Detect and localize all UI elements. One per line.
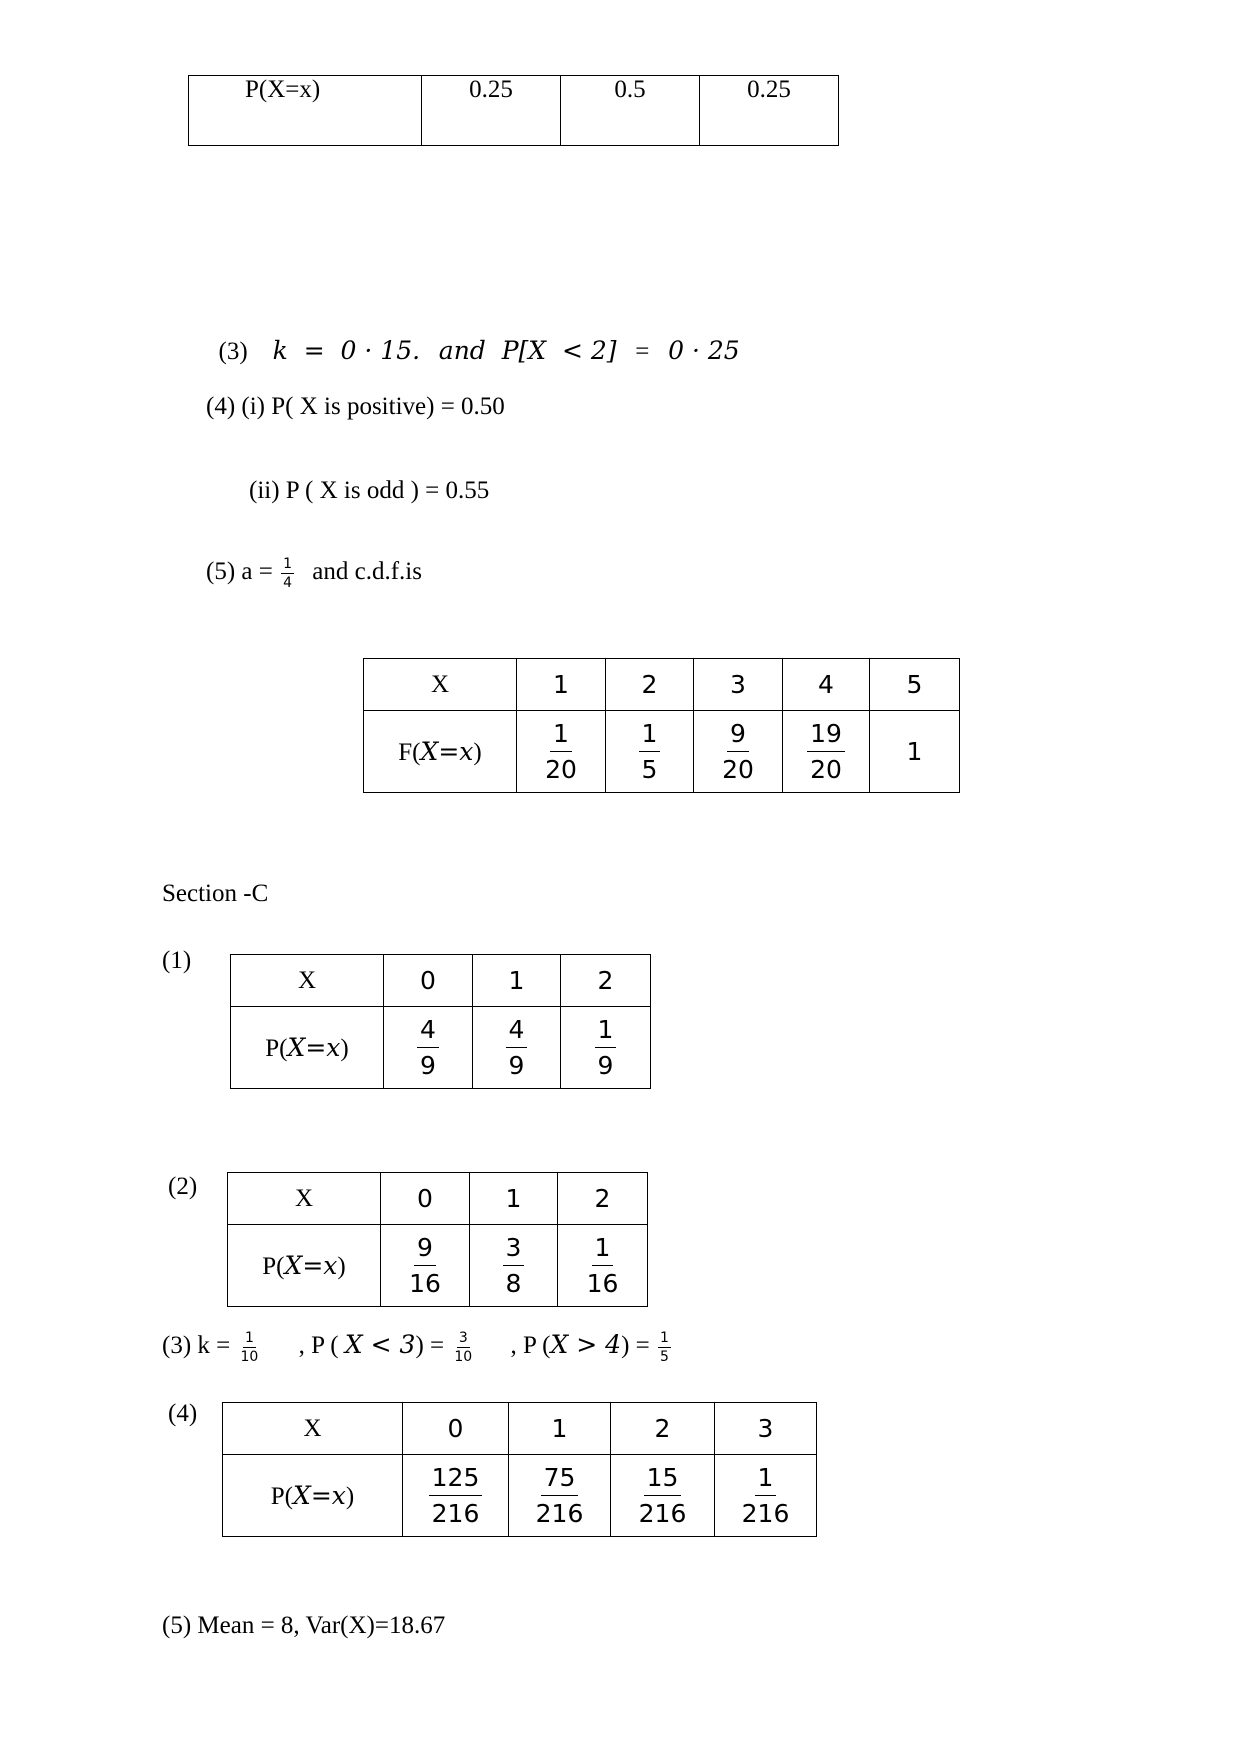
c2-number: (2) — [168, 1173, 198, 1200]
cdf-fraction-cell — [783, 711, 870, 793]
fraction-denominator: 10 — [454, 1348, 473, 1365]
cdf-last-value: 1 — [906, 736, 923, 766]
fraction-denominator: 216 — [535, 1499, 584, 1528]
c2-x-value — [470, 1173, 558, 1225]
answer-3-value: 0 · 25 — [668, 336, 740, 365]
fraction-numerator: 9 — [727, 720, 749, 753]
fraction-denominator: 10 — [240, 1348, 259, 1365]
fraction — [406, 1234, 444, 1298]
c3-k-fraction — [239, 1331, 261, 1364]
top-table-label: P(X=x) — [189, 76, 422, 146]
fraction-numerator: 1 — [595, 1016, 617, 1049]
c1-x-text: 2 — [597, 965, 614, 995]
fraction-denominator: 216 — [741, 1499, 790, 1528]
c3-p1-close: ) = — [415, 1332, 445, 1359]
answer-5-line — [206, 557, 422, 590]
fraction — [503, 1234, 525, 1298]
answer-3-and: and P[X < 2] — [438, 336, 617, 365]
fraction — [542, 720, 580, 784]
c4-x-text: 3 — [757, 1413, 774, 1443]
fraction-denominator: 4 — [283, 575, 293, 591]
c4-x-value — [611, 1403, 715, 1455]
cdf-fraction-cell — [694, 711, 783, 793]
c3-p2-open: , P ( — [510, 1332, 551, 1359]
label-variable: X=x — [287, 1032, 341, 1062]
cdf-x-text: 3 — [730, 669, 746, 699]
c2-x-value — [558, 1173, 648, 1225]
fraction-denominator: 5 — [641, 755, 658, 784]
c2-fraction-cell — [558, 1225, 648, 1307]
c4-x-text: 0 — [447, 1413, 464, 1443]
label-suffix: ) — [473, 738, 482, 766]
section-c-title: Section -C — [162, 880, 269, 907]
fraction — [429, 1464, 483, 1528]
c4-x-text: 1 — [551, 1413, 568, 1443]
fraction-numerator: 9 — [414, 1234, 436, 1267]
c1-header-label: X — [231, 955, 384, 1007]
fraction-numerator: 1 — [283, 556, 293, 572]
c1-row-label — [231, 1007, 384, 1089]
c4-header-label: X — [223, 1403, 403, 1455]
fraction — [506, 1016, 528, 1080]
c4-x-value — [509, 1403, 611, 1455]
c2-x-text: 2 — [594, 1183, 611, 1213]
c1-fraction-cell — [473, 1007, 561, 1089]
c1-x-text: 1 — [508, 965, 525, 995]
cdf-header-label: X — [364, 659, 517, 711]
answer-4i-line: (4) (i) P( X is positive) = 0.50 — [206, 393, 505, 420]
c1-table — [230, 954, 651, 1089]
c1-number: (1) — [162, 947, 192, 974]
cdf-fraction-cell — [517, 711, 606, 793]
top-table-value: 0.25 — [700, 76, 839, 146]
label-variable: X=x — [284, 1250, 338, 1280]
fraction — [639, 720, 661, 784]
fraction-numerator: 1 — [755, 1464, 777, 1497]
top-table-value: 0.25 — [422, 76, 561, 146]
fraction-denominator: 20 — [810, 755, 842, 784]
c5-line: (5) Mean = 8, Var(X)=18.67 — [162, 1612, 446, 1639]
cdf-table — [363, 658, 960, 793]
fraction-denominator: 16 — [409, 1269, 441, 1298]
c1-x-text: 0 — [420, 965, 436, 995]
c2-row-label — [228, 1225, 381, 1307]
cdf-x-text: 5 — [906, 669, 923, 699]
c4-fraction-cell — [611, 1455, 715, 1537]
c1-x-value — [384, 955, 473, 1007]
c2-fraction-cell — [381, 1225, 470, 1307]
top-table-value: 0.5 — [561, 76, 700, 146]
answer-3-number: (3) — [218, 338, 248, 365]
answer-5-prefix: (5) a = — [206, 558, 273, 586]
c1-fraction-cell — [384, 1007, 473, 1089]
c4-x-value — [715, 1403, 817, 1455]
c4-row-label — [223, 1455, 403, 1537]
cdf-fraction-cell — [606, 711, 694, 793]
c4-fraction-cell — [509, 1455, 611, 1537]
fraction-denominator: 20 — [722, 755, 754, 784]
label-suffix: ) — [345, 1482, 355, 1510]
fraction — [584, 1234, 622, 1298]
fraction-numerator: 125 — [429, 1464, 483, 1497]
c3-p2-fraction — [658, 1331, 671, 1364]
c2-x-value — [381, 1173, 470, 1225]
fraction-denominator: 9 — [508, 1051, 525, 1080]
answer-3-line — [206, 308, 740, 366]
c1-x-value — [473, 955, 561, 1007]
label-variable: X=x — [293, 1480, 346, 1510]
answer-5-fraction — [281, 557, 294, 590]
answer-5-suffix: and c.d.f.is — [312, 558, 422, 586]
answer-4ii-line: (ii) P ( X is odd ) = 0.55 — [249, 477, 490, 504]
answer-3-equals: = — [635, 338, 650, 365]
fraction — [807, 720, 845, 784]
c4-fraction-cell — [715, 1455, 817, 1537]
c3-p2-math: X > 4 — [550, 1330, 622, 1359]
label-suffix: ) — [340, 1034, 349, 1062]
fraction — [417, 1016, 439, 1080]
fraction — [719, 720, 757, 784]
c2-x-text: 1 — [505, 1183, 522, 1213]
c4-x-text: 2 — [654, 1413, 671, 1443]
fraction-numerator: 4 — [417, 1016, 439, 1049]
c3-p1-open: , P ( — [298, 1332, 345, 1359]
c4-table — [222, 1402, 817, 1537]
answer-3-k: k = 0 · 15. — [272, 336, 421, 365]
cdf-row-label — [364, 711, 517, 793]
fraction-numerator: 1 — [660, 1329, 669, 1346]
cdf-x-text: 1 — [553, 669, 569, 699]
fraction-denominator: 8 — [505, 1269, 522, 1298]
fraction-denominator: 216 — [638, 1499, 687, 1528]
fraction-denominator: 16 — [586, 1269, 619, 1298]
c3-p1-math: X < 3 — [344, 1330, 416, 1359]
cdf-x-value — [517, 659, 606, 711]
c1-x-value — [561, 955, 651, 1007]
cdf-last-cell — [870, 711, 960, 793]
label-prefix: F( — [398, 738, 421, 766]
fraction-numerator: 1 — [244, 1329, 254, 1346]
cdf-x-text: 2 — [641, 669, 658, 699]
fraction — [595, 1016, 617, 1080]
fraction — [636, 1464, 690, 1528]
c2-header-label: X — [228, 1173, 381, 1225]
c2-table — [227, 1172, 648, 1307]
c3-p2-close: ) = — [621, 1332, 650, 1359]
c3-p1-fraction — [452, 1331, 474, 1364]
fraction-denominator: 216 — [431, 1499, 480, 1528]
fraction-numerator: 3 — [458, 1329, 468, 1346]
c3-prefix: (3) k = — [162, 1332, 231, 1359]
fraction-denominator: 5 — [660, 1348, 669, 1365]
fraction-denominator: 9 — [597, 1051, 614, 1080]
fraction-numerator: 15 — [644, 1464, 682, 1497]
fraction-denominator: 9 — [420, 1051, 436, 1080]
c2-x-text: 0 — [417, 1183, 433, 1213]
cdf-x-value — [783, 659, 870, 711]
fraction — [739, 1464, 793, 1528]
label-suffix: ) — [337, 1252, 346, 1280]
c4-fraction-cell — [403, 1455, 509, 1537]
c2-fraction-cell — [470, 1225, 558, 1307]
fraction-denominator: 20 — [545, 755, 577, 784]
cdf-x-text: 4 — [818, 669, 834, 699]
fraction-numerator: 3 — [503, 1234, 525, 1267]
label-variable: X=x — [420, 736, 474, 766]
c4-number: (4) — [168, 1400, 198, 1427]
fraction-numerator: 75 — [541, 1464, 579, 1497]
c4-x-value — [403, 1403, 509, 1455]
cdf-x-value — [694, 659, 783, 711]
top-probability-table — [188, 75, 839, 146]
cdf-x-value — [606, 659, 694, 711]
c3-line — [162, 1330, 673, 1364]
fraction-numerator: 19 — [807, 720, 845, 753]
fraction-numerator: 1 — [592, 1234, 614, 1267]
fraction-numerator: 1 — [550, 720, 572, 753]
c1-fraction-cell — [561, 1007, 651, 1089]
fraction-numerator: 1 — [639, 720, 661, 753]
label-prefix: P( — [270, 1482, 294, 1510]
cdf-x-value — [870, 659, 960, 711]
label-prefix: P( — [262, 1252, 285, 1280]
fraction — [533, 1464, 587, 1528]
fraction-numerator: 4 — [506, 1016, 528, 1049]
label-prefix: P( — [265, 1034, 288, 1062]
